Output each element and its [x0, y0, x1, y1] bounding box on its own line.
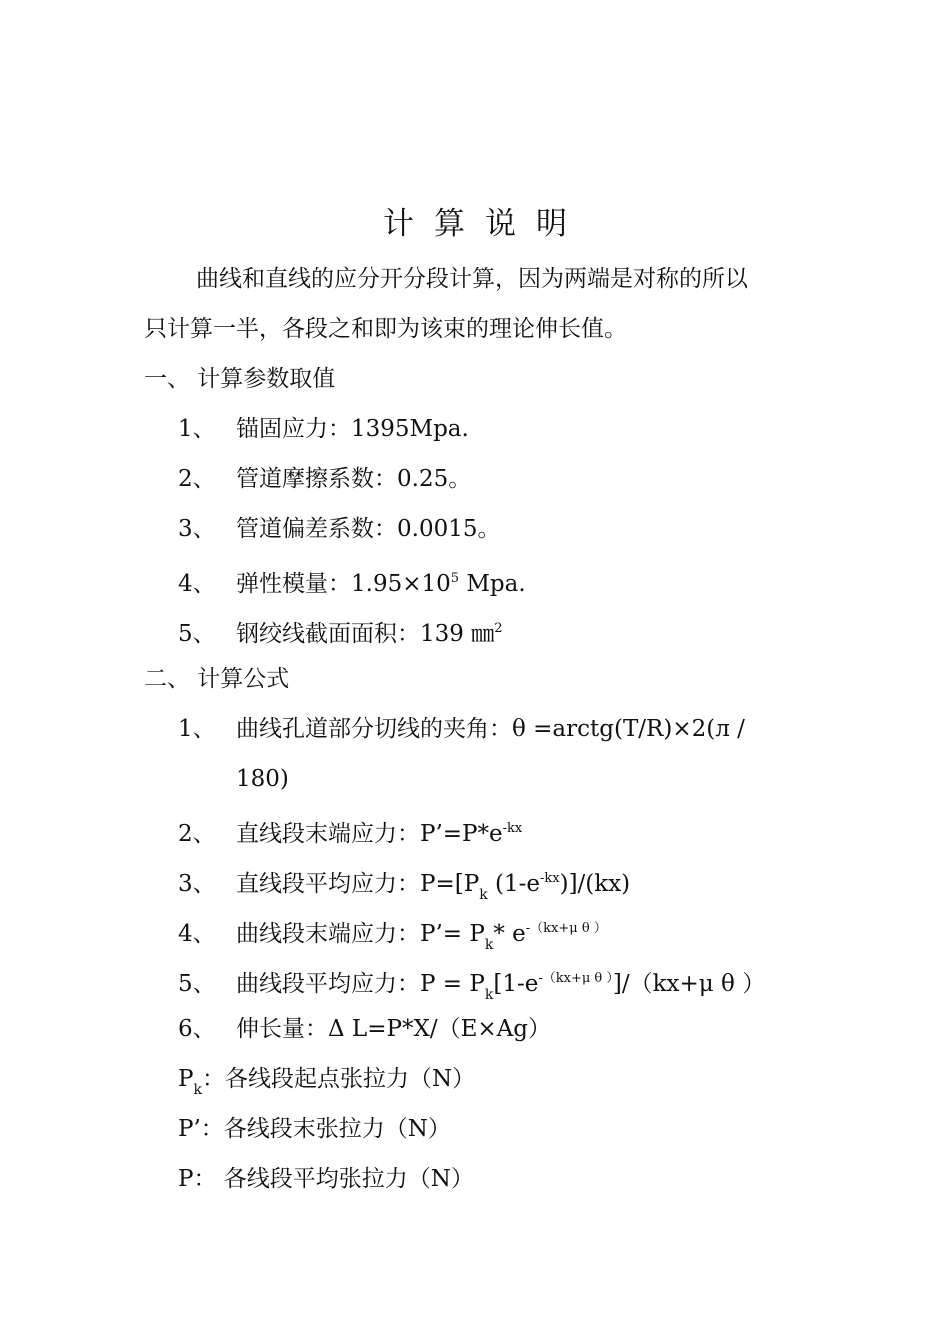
item-text: 管道偏差系数：0.0015。: [236, 516, 501, 542]
exponent: -kx: [540, 871, 560, 886]
item-text: 曲线段末端应力：P’= P: [236, 921, 485, 947]
exponent: -（kx+μ θ ）: [525, 921, 607, 936]
item-text: 管道摩擦系数：0.25。: [236, 466, 472, 492]
param-item-4: [178, 564, 526, 599]
item-text: 弹性模量：1.95×10: [236, 571, 451, 597]
param-item-1: [178, 414, 469, 444]
exponent: 5: [450, 571, 460, 586]
item-number: 1、: [178, 416, 216, 442]
item-text: 直线段平均应力：P=[P: [236, 871, 480, 897]
section1-heading: 一、 计算参数取值: [144, 366, 336, 392]
section2-heading: 二、 计算公式: [144, 666, 290, 692]
title-char: 明: [536, 206, 567, 242]
param-item-5: [178, 614, 503, 649]
item-number: 4、: [178, 571, 216, 597]
exponent: 2: [494, 621, 503, 636]
exponent: -kx: [502, 821, 523, 836]
page-title: [0, 198, 950, 243]
item-text: 曲线段平均应力：P = P: [236, 971, 485, 997]
subscript: k: [193, 1082, 202, 1098]
item-number: 5、: [178, 621, 216, 647]
item-text: 曲线孔道部分切线的夹角：θ =arctg(T/R)×2(л /: [236, 716, 745, 742]
item-text: 钢绞线截面面积：139 ㎜: [236, 621, 495, 647]
item-text: 直线段末端应力：P’=P*e: [236, 821, 503, 847]
definition-p: P： 各线段平均张拉力（N）: [178, 1166, 474, 1192]
item-number: 3、: [178, 871, 216, 897]
item-number: 2、: [178, 466, 216, 492]
item-text: 伸长量：Δ L=P*X/（E×Ag）: [236, 1016, 551, 1042]
formula-item-5: [178, 964, 765, 1010]
item-text: ]/（kx+μ θ ）: [612, 971, 766, 997]
subscript: k: [484, 937, 494, 953]
item-text: 锚固应力：1395Mpa.: [236, 416, 469, 442]
item-number: 5、: [178, 971, 216, 997]
item-number: 4、: [178, 921, 216, 947]
item-text: * e: [493, 921, 526, 947]
subscript: k: [484, 987, 494, 1003]
item-text: [1-e: [493, 971, 539, 997]
formula-item-1: [178, 714, 745, 744]
item-text: (1-e: [487, 871, 540, 897]
formula-item-4: [178, 914, 607, 960]
param-item-2: [178, 464, 471, 494]
definition-symbol: P: [178, 1066, 194, 1092]
item-number: 3、: [178, 516, 216, 542]
item-text: )]/(kx): [559, 871, 631, 897]
formula-item-6: [178, 1014, 551, 1044]
exponent: -（kx+μ θ ）: [538, 971, 613, 986]
item-tail: Mpa.: [459, 571, 526, 597]
definition-pk: [178, 1064, 475, 1105]
definition-pprime: P’：各线段末张拉力（N）: [178, 1116, 451, 1142]
formula-item-2: [178, 814, 522, 849]
param-item-3: [178, 514, 500, 544]
item-number: 2、: [178, 821, 216, 847]
title-char: 说: [485, 206, 516, 242]
item-number: 1、: [178, 716, 216, 742]
formula-item-3: [178, 864, 630, 910]
subscript: k: [479, 887, 488, 903]
intro-line-2: 只计算一半，各段之和即为该束的理论伸长值。: [144, 316, 627, 342]
title-char: 计: [383, 206, 414, 242]
intro-line-1: 曲线和直线的应分开分段计算，因为两端是对称的所以: [196, 266, 748, 292]
definition-text: ：各线段起点张拉力（N）: [201, 1066, 476, 1092]
title-char: 算: [434, 206, 465, 242]
item-number: 6、: [178, 1016, 216, 1042]
formula-item-1-continuation: 180): [236, 766, 289, 792]
